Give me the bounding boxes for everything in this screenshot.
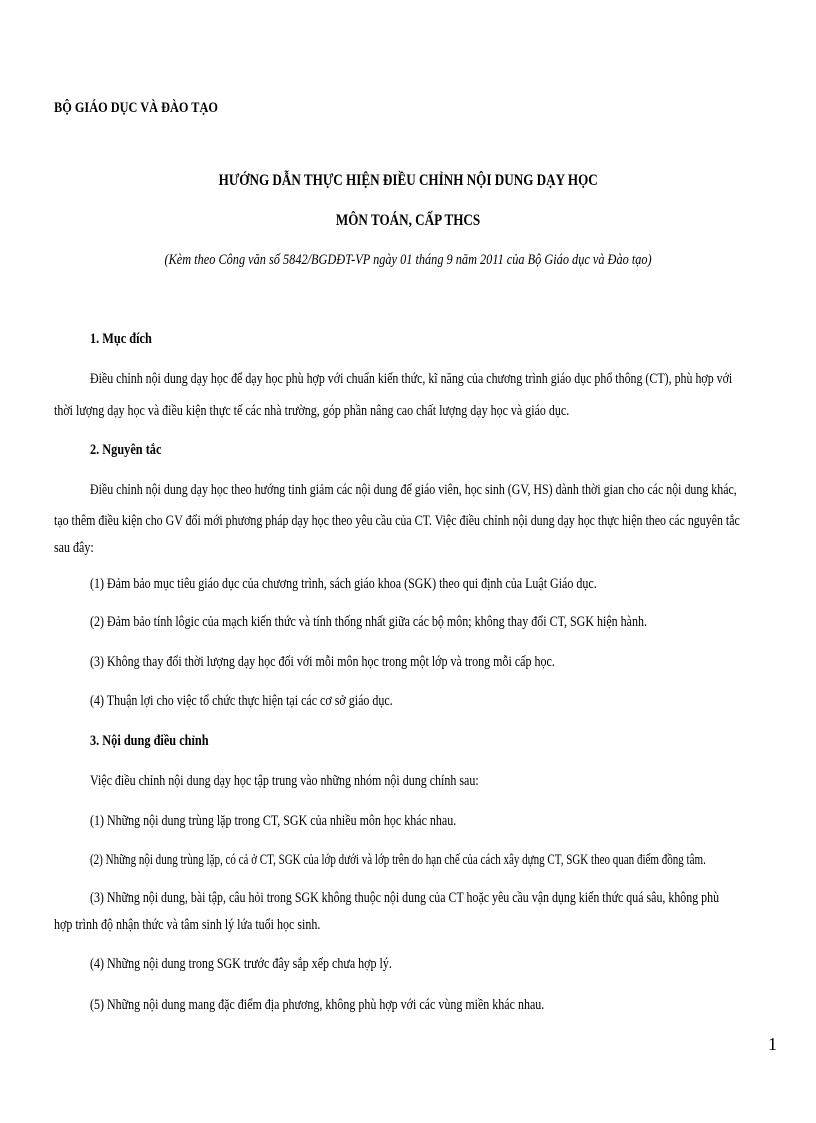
document-title-line2 [0, 212, 816, 230]
section1-paragraph-line1: Điều chỉnh nội dung dạy học để dạy học phù hợp với chuẩn kiến thức, kĩ năng của chương trình giáo dục phổ thông (CT), phù hợp với [90, 371, 733, 387]
principle-item-1: (1) Đảm bảo mục tiêu giáo dục của chương trình, sách giáo khoa (SGK) theo qui định của Luật Giáo dục. [90, 576, 597, 592]
adjustment-item-3-line2: hợp trình độ nhận thức và tâm sinh lý lứa tuổi học sinh. [54, 917, 321, 933]
adjustment-item-2: (2) Những nội dung trùng lặp, có cả ở CT, SGK của lớp dưới và lớp trên do hạn chế của cách xây dựng CT, SGK theo quan điểm đồng tâm. [90, 852, 706, 868]
adjustment-item-4: (4) Những nội dung trong SGK trước đây sắp xếp chưa hợp lý. [90, 956, 392, 972]
ministry-name: BỘ GIÁO DỤC VÀ ĐÀO TẠO [54, 100, 218, 116]
adjustment-item-3-line1: (3) Những nội dung, bài tập, câu hỏi trong SGK không thuộc nội dung của CT hoặc yêu cầu vận dụng kiến thức quá sâu, không phù [90, 890, 720, 906]
section2-paragraph-line1: Điều chỉnh nội dung dạy học theo hướng tinh giảm các nội dung để giáo viên, học sinh (GV, HS) dành thời gian cho các nội dung khác, [90, 482, 737, 498]
section2-paragraph-line3: sau đây: [54, 540, 94, 556]
principle-item-2: (2) Đảm bảo tính lôgic của mạch kiến thức và tính thống nhất giữa các bộ môn; không thay đổi CT, SGK hiện hành. [90, 614, 647, 630]
adjustment-item-5: (5) Những nội dung mang đặc điểm địa phương, không phù hợp với các vùng miền khác nhau. [90, 997, 545, 1013]
document-title-line1 [0, 172, 816, 190]
section1-paragraph-line2: thời lượng dạy học và điều kiện thực tế các nhà trường, góp phần nâng cao chất lượng dạy học và giáo dục. [54, 403, 570, 419]
adjustment-item-1: (1) Những nội dung trùng lặp trong CT, SGK của nhiều môn học khác nhau. [90, 813, 457, 829]
document-subtitle-text: (Kèm theo Công văn số 5842/BGDĐT-VP ngày 01 tháng 9 năm 2011 của Bộ Giáo dục và Đào tạo) [164, 252, 652, 268]
section3-heading: 3. Nội dung điều chỉnh [90, 733, 209, 749]
document-subtitle [0, 252, 816, 269]
page-number: 1 [768, 1034, 777, 1054]
document-title-line2-text: MÔN TOÁN, CẤP THCS [335, 212, 481, 229]
principle-item-3: (3) Không thay đổi thời lượng dạy học đối với mỗi môn học trong một lớp và trong mỗi cấp học. [90, 654, 555, 670]
section2-paragraph-line2: tạo thêm điều kiện cho GV đổi mới phương pháp dạy học theo yêu cầu của CT. Việc điều chỉnh nội dung dạy học thực hiện theo các nguyên tắc [54, 513, 740, 529]
document-title-line1-text: HƯỚNG DẪN THỰC HIỆN ĐIỀU CHỈNH NỘI DUNG DẠY HỌC [218, 172, 598, 189]
section2-heading: 2. Nguyên tắc [90, 442, 162, 458]
principle-item-4: (4) Thuận lợi cho việc tổ chức thực hiện tại các cơ sở giáo dục. [90, 693, 393, 709]
section1-heading: 1. Mục đích [90, 331, 152, 347]
section3-intro: Việc điều chỉnh nội dung dạy học tập trung vào những nhóm nội dung chính sau: [90, 773, 479, 789]
